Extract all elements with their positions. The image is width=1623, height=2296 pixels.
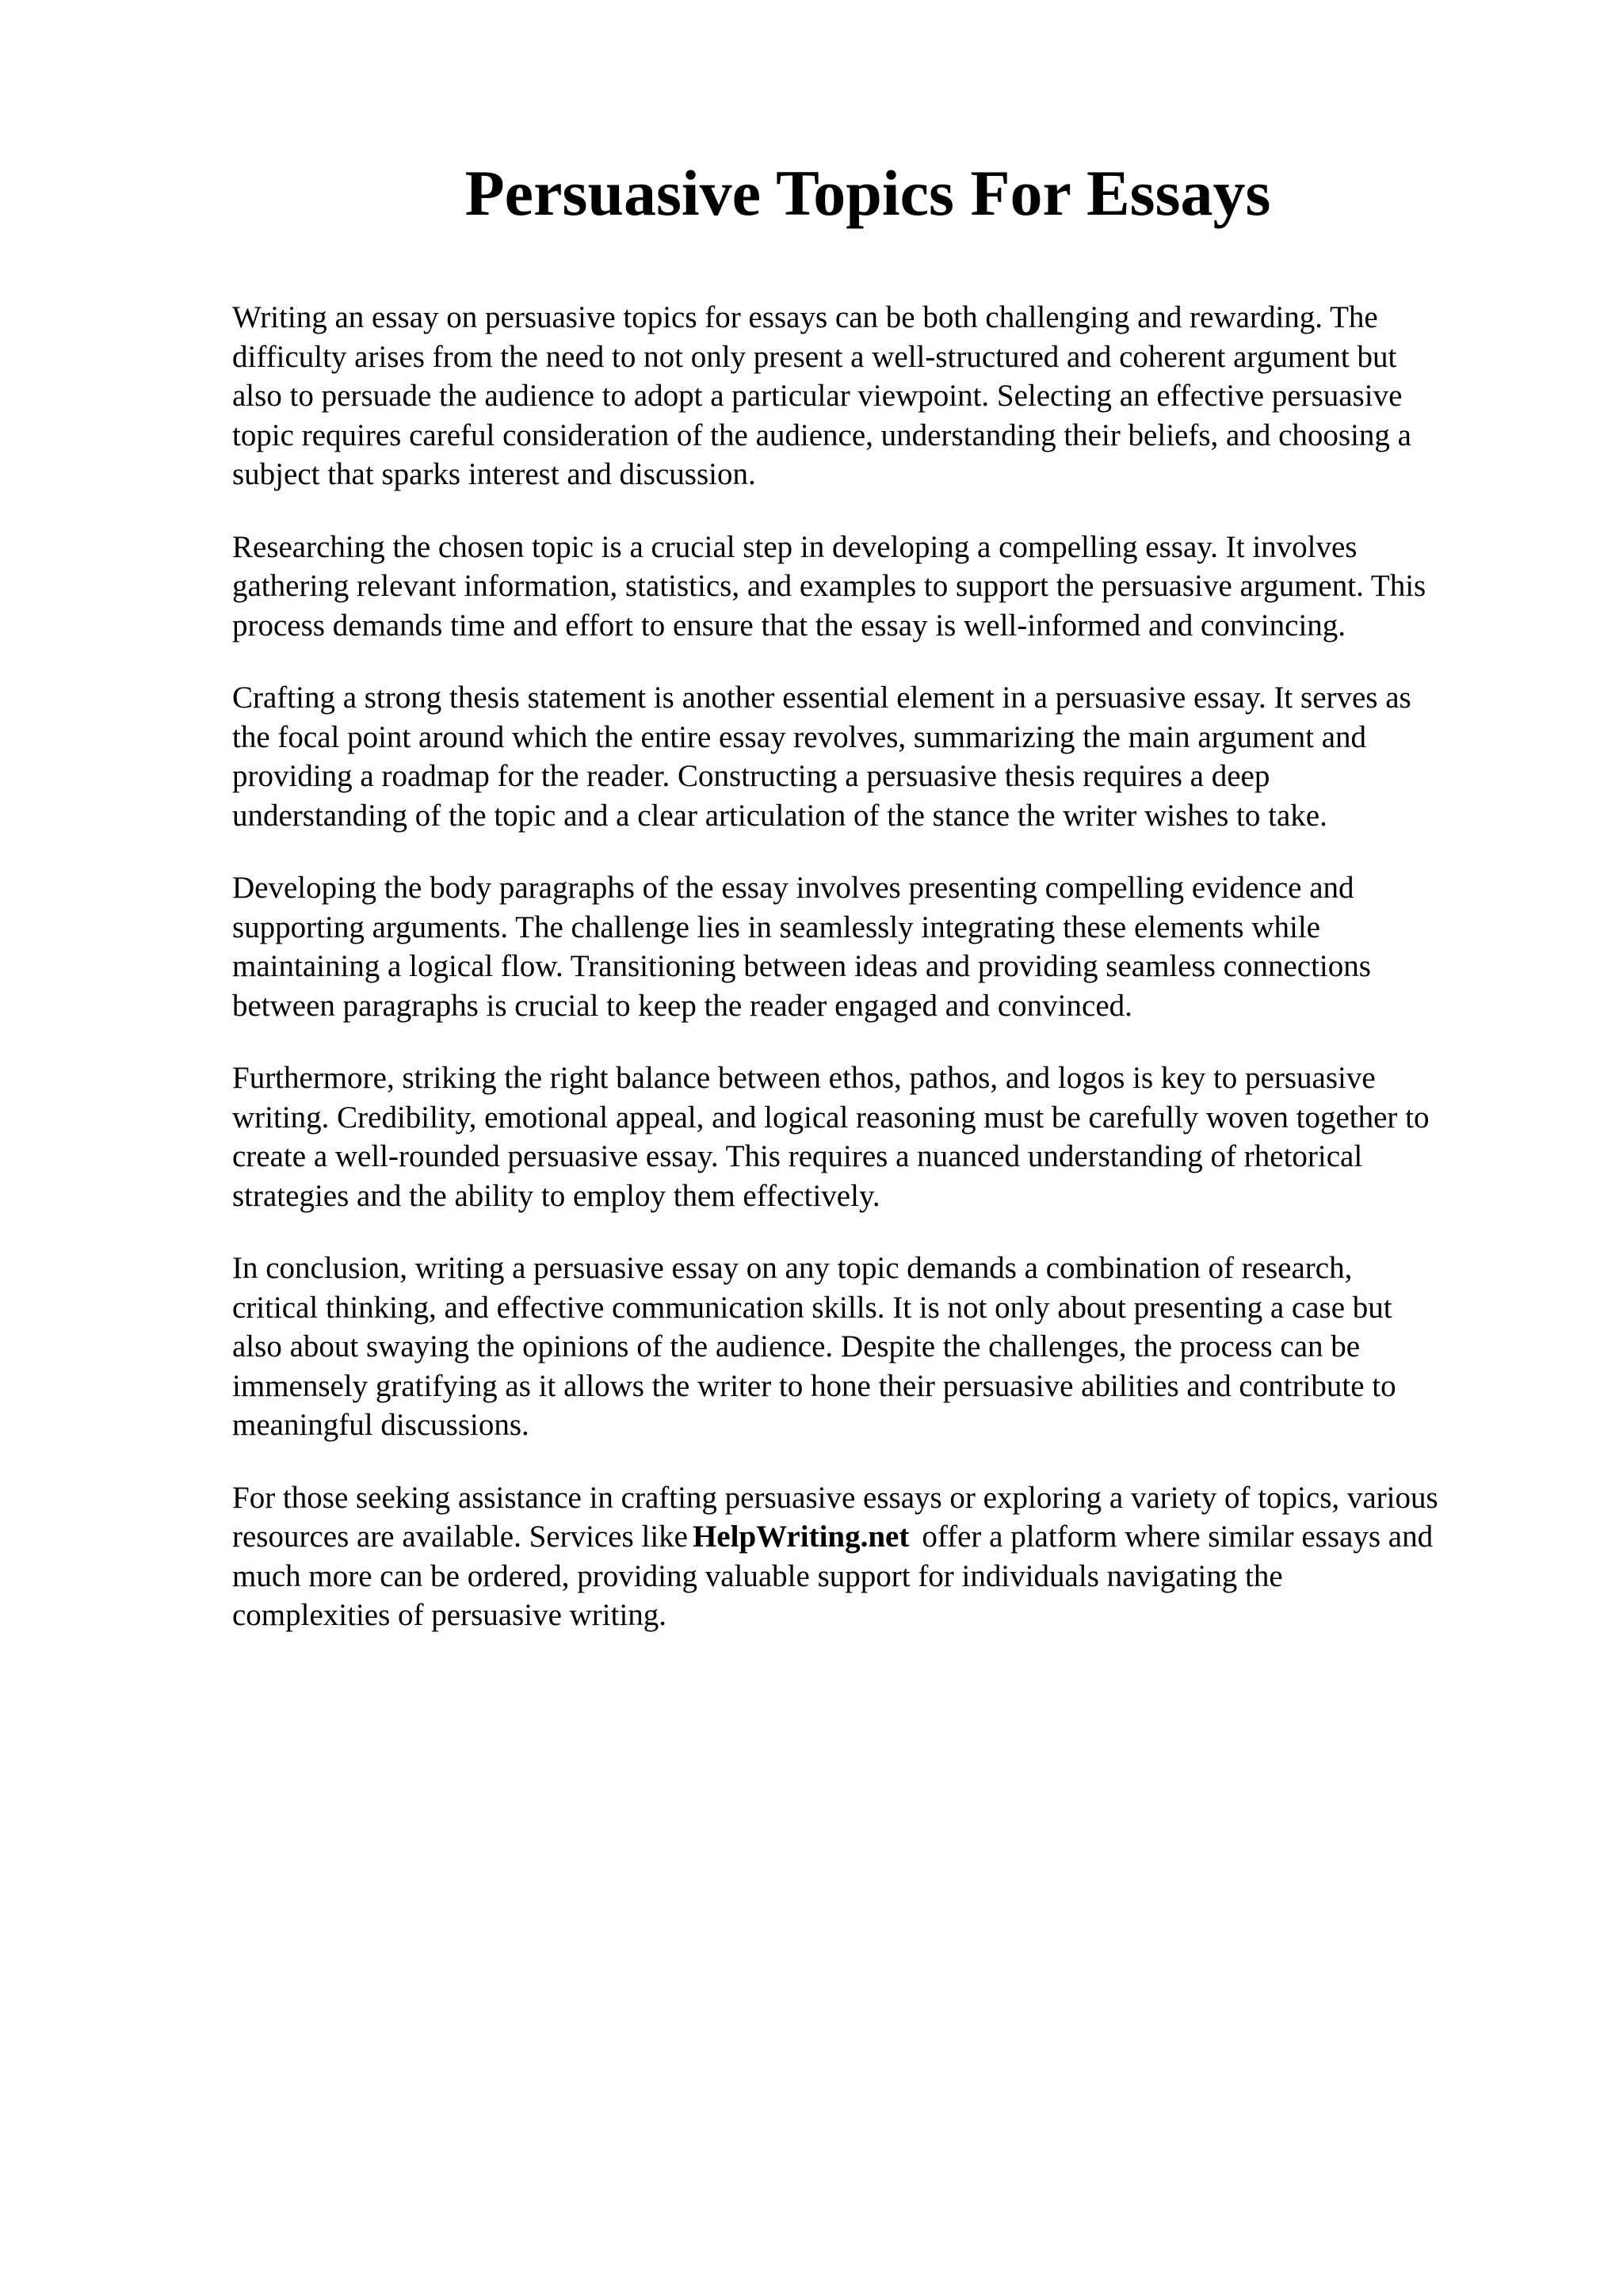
text-line: much more can be ordered, providing valuable support for individuals navigating the xyxy=(232,1558,1283,1593)
text-line: also to persuade the audience to adopt a particular viewpoint. Selecting an effective persuasive xyxy=(232,379,1403,413)
text-line: difficulty arises from the need to not only present a well-structured and coherent argument but xyxy=(232,339,1397,374)
text-line: immensely gratifying as it allows the writer to hone their persuasive abilities and contribute to xyxy=(232,1368,1396,1403)
text-line: also about swaying the opinions of the audience. Despite the challenges, the process can be xyxy=(232,1329,1361,1363)
text-line: Researching the chosen topic is a crucial step in developing a compelling essay. It involves xyxy=(232,529,1358,564)
text-line: critical thinking, and effective communication skills. It is not only about presenting a case but xyxy=(232,1290,1392,1325)
text-line: meaningful discussions. xyxy=(232,1408,529,1442)
text-line: maintaining a logical flow. Transitioning between ideas and providing seamless connections xyxy=(232,949,1371,983)
text-line: writing. Credibility, emotional appeal, and logical reasoning must be carefully woven together to xyxy=(232,1100,1430,1135)
text-line: In conclusion, writing a persuasive essay on any topic demands a combination of research, xyxy=(232,1251,1353,1285)
text-line: Furthermore, striking the right balance between ethos, pathos, and logos is key to persuasive xyxy=(232,1061,1376,1095)
document-body xyxy=(232,298,1532,1669)
text-line: For those seeking assistance in crafting persuasive essays or exploring a variety of topics, various xyxy=(232,1480,1438,1515)
text-line: Developing the body paragraphs of the essay involves presenting compelling evidence and xyxy=(232,871,1354,905)
text-line: process demands time and effort to ensure that the essay is well-informed and convincing. xyxy=(232,608,1346,643)
paragraph xyxy=(232,528,1532,646)
closing-paragraph xyxy=(232,1478,1532,1635)
text-line: Writing an essay on persuasive topics for essays can be both challenging and rewarding. The xyxy=(232,300,1378,334)
text-line: the focal point around which the entire essay revolves, summarizing the main argument and xyxy=(232,719,1367,754)
text-line: topic requires careful consideration of the audience, understanding their beliefs, and choosing a xyxy=(232,418,1411,452)
text-line: understanding of the topic and a clear articulation of the stance the writer wishes to take. xyxy=(232,798,1327,833)
text-line: gathering relevant information, statistics, and examples to support the persuasive argument. This xyxy=(232,569,1426,603)
text-line xyxy=(232,1517,1532,1557)
brand-name: HelpWriting.net xyxy=(692,1520,910,1554)
paragraph xyxy=(232,1058,1532,1215)
text-line: supporting arguments. The challenge lies in seamlessly integrating these elements while xyxy=(232,910,1320,944)
document-title: Persuasive Topics For Essays xyxy=(464,157,1271,229)
text-segment: offer a platform where similar essays and xyxy=(922,1520,1434,1554)
text-line: strategies and the ability to employ them effectively. xyxy=(232,1178,880,1213)
text-line: Crafting a strong thesis statement is another essential element in a persuasive essay. It serves as xyxy=(232,681,1411,715)
paragraph xyxy=(232,868,1532,1025)
paragraph xyxy=(232,298,1532,494)
text-line: create a well-rounded persuasive essay. This requires a nuanced understanding of rhetorical xyxy=(232,1139,1363,1173)
paragraph xyxy=(232,678,1532,835)
text-line: complexities of persuasive writing. xyxy=(232,1598,667,1632)
text-segment: resources are available. Services like xyxy=(232,1520,688,1554)
text-line: providing a roadmap for the reader. Constructing a persuasive thesis requires a deep xyxy=(232,759,1270,793)
text-line: between paragraphs is crucial to keep the reader engaged and convinced. xyxy=(232,988,1132,1023)
paragraph xyxy=(232,1249,1532,1445)
text-line: subject that sparks interest and discussion. xyxy=(232,457,756,491)
